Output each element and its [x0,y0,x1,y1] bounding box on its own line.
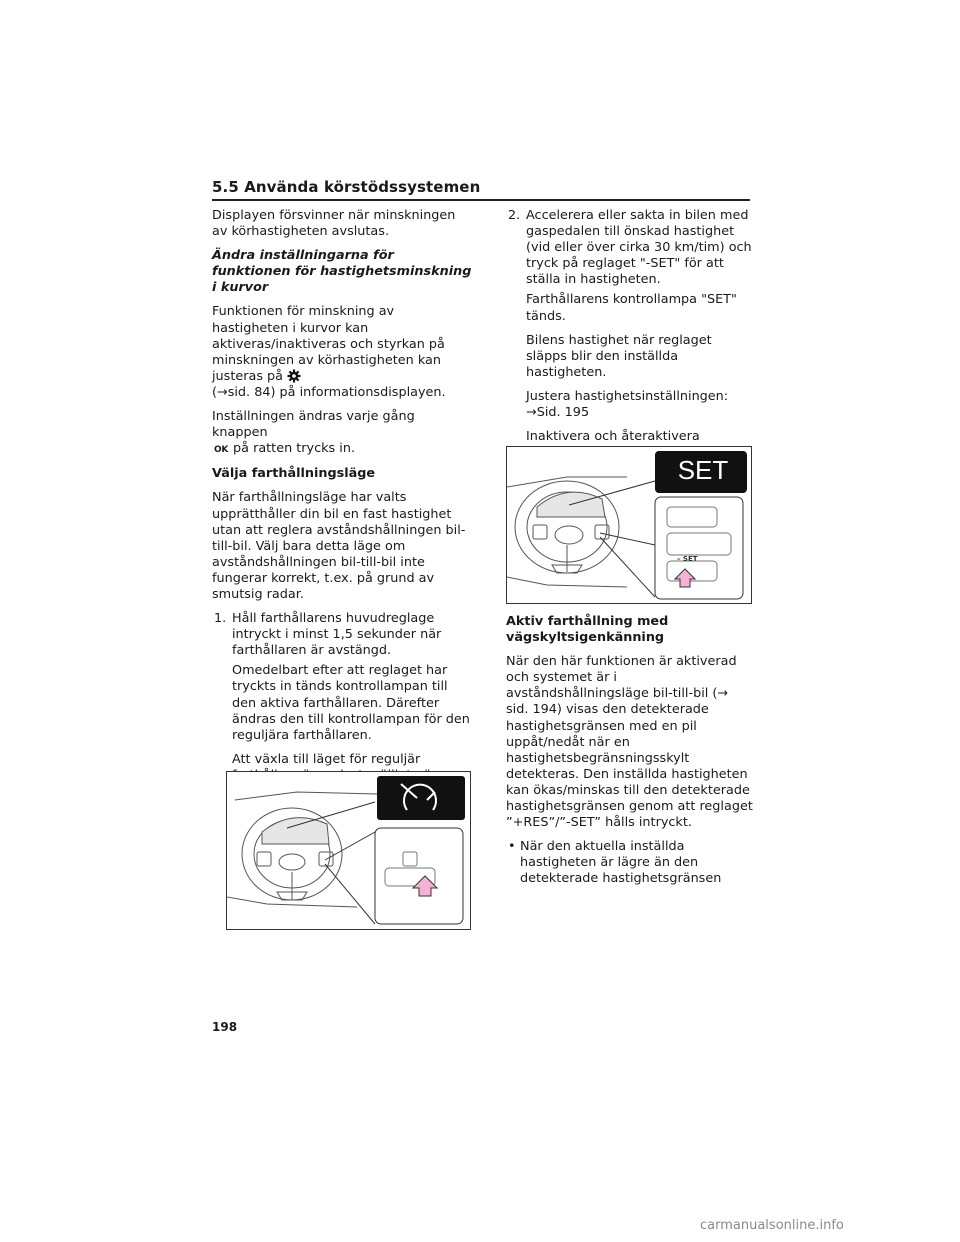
step-number: 1. [214,611,227,627]
paragraph-ok-button: Inställningen ändras varje gång knappen OK på ratten trycks in. [212,409,415,457]
step-2-note: Farthållarens kontrollampa "SET" tänds. [526,292,737,324]
bullet-dot: • [508,839,516,855]
section-title: 5.5 Använda körstödssystemen [212,178,481,196]
step-number: 2. [508,208,521,223]
paragraph-curve-settings: Funktionen för minskning av hastigheten i kurvor kan aktiveras/inaktiveras och styrkan på minskningen av körhastigheten kan justeras på (→sid. 84) på informationsdisplayen. [212,304,446,400]
step-2-note: Bilens hastighet när reglaget släpps blir den inställda hastigheten. [526,332,712,380]
subheading-curve-settings: Ändra inställningarna för funktionen för hastighetsminskning i kurvor [212,248,472,296]
step-1-note: Att växla till läget för reguljär [232,751,421,767]
bullet-item: • När den aktuella inställda hastigheten är lägre än den detekterade hastighetsgränsen [508,839,722,887]
header-rule [212,199,750,201]
subheading-sign-recognition: Aktiv farthållning med vägskyltsigenkänning [506,614,669,646]
right-column [506,208,754,469]
step-1: 1. Håll farthållarens huvudreglage intryckt i minst 1,5 sekunder när farthållaren är avstängd. [214,611,442,659]
paragraph: Displayen försvinner när minskningen av körhastigheten avslutas. [212,208,456,240]
paragraph-sign-recognition: När den här funktionen är aktiverad och systemet är i avståndshållningsläge bil-till-bil (→ sid. 194) visas den detekterade hastighetsgränsen med en pil uppåt/nedåt när en hastighetsbegränsningsskylt detekteras. Den inställda hastigheten kan ökas/minskas till den detekterade hastighetsgränsen genom att reglaget ”+RES”/”-SET” hålls intryckt. [506,654,753,831]
section-header [212,178,750,201]
step-2-note: Inaktivera och återaktivera [526,429,700,445]
step-2: 2. Accelerera eller sakta in bilen med gaspedalen till önskad hastighet (vid eller över cirka 30 km/tim) och tryck på reglaget "-SET" för att ställa in hastigheten. [508,208,752,288]
subheading-cruise-mode: Välja farthållningsläge [212,466,376,482]
paragraph-cruise-mode: När farthållningsläge har valts upprätthåller din bil en fast hastighet utan att reglera avståndshållningen bil-till-bil. Välj bara detta läge om avståndshållningen bil-till-bil inte fungerar korrekt, t.ex. på grund av smutsig radar. [212,490,466,602]
watermark: carmanualsonline.info [700,1218,844,1233]
switch-label: – SET [677,555,698,563]
step-1-note: Omedelbart efter att reglaget har tryckts in tänds kontrollampan till den aktiva farthållaren. Därefter ändras den till kontrollampan för den reguljära farthållaren. [232,663,470,743]
gear-icon [287,369,301,383]
display-set-text: SET [677,455,729,485]
figure-cruise-main-switch [226,771,471,930]
step-2-note: Justera hastighetsinställningen: →Sid. 195 [526,388,729,421]
ok-button-icon: OK [214,445,229,456]
page-number: 198 [212,1020,238,1034]
figure-set-switch [506,446,752,604]
right-column-lower [506,614,754,888]
steering-wheel-illustration [227,772,470,929]
left-column [212,208,474,824]
